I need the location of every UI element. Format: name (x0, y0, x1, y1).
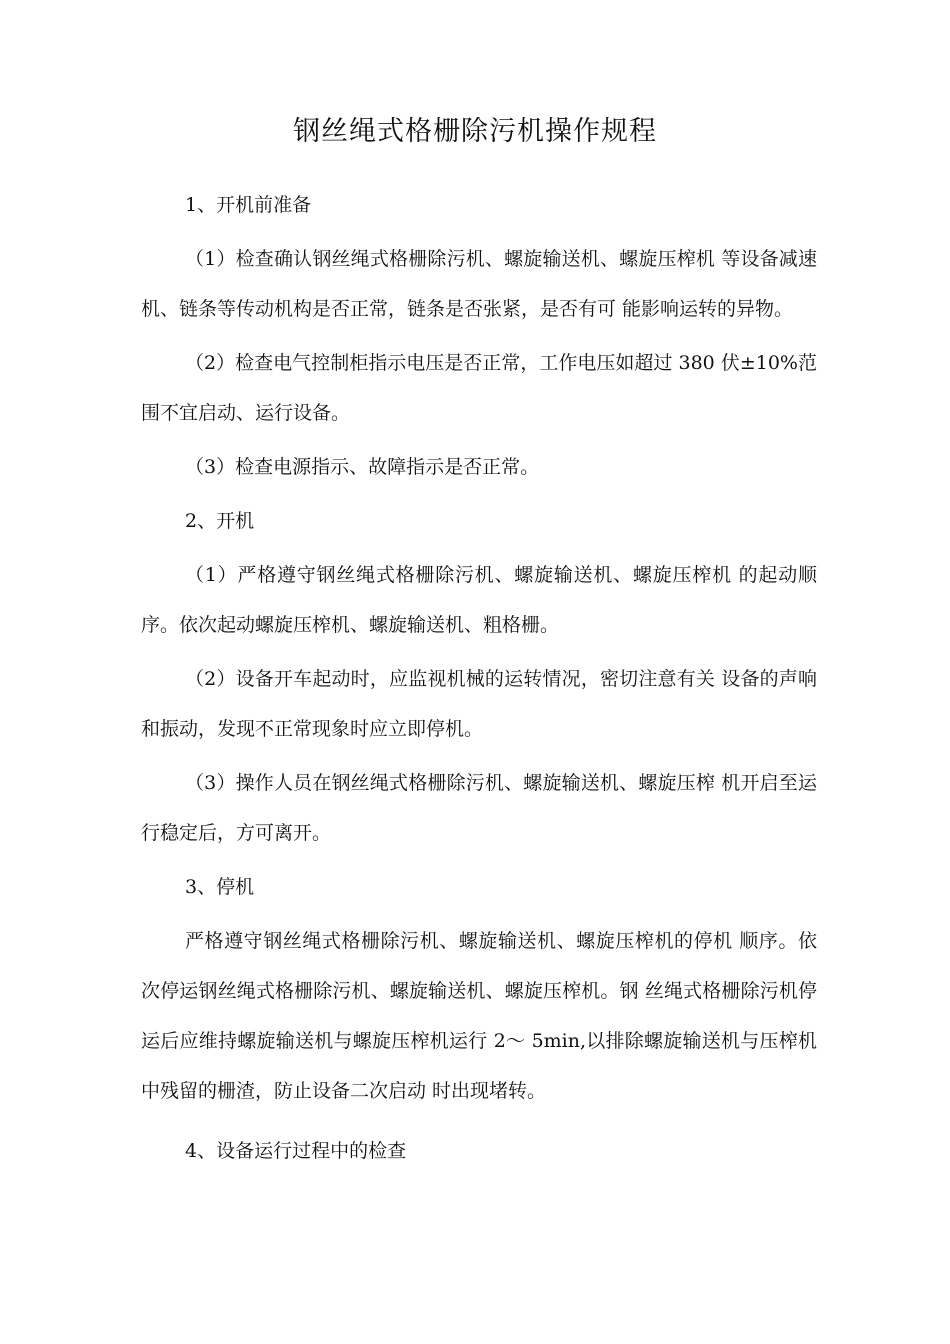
paragraph-start-1: （1）严格遵守钢丝绳式格栅除污机、螺旋输送机、螺旋压榨机 的起动顺序。依次起动螺旋压榨机、螺旋输送机、粗格栅。 (141, 564, 817, 636)
paragraph-start-2: （2）设备开车起动时，应监视机械的运转情况，密切注意有关 设备的声响和振动，发现不正常现象时应立即停机。 (141, 668, 817, 740)
document-body (141, 178, 817, 1180)
document-title: 钢丝绳式格栅除污机操作规程 (293, 116, 657, 147)
paragraph-prestart-1: （1）检查确认钢丝绳式格栅除污机、螺旋输送机、螺旋压榨机 等设备减速机、链条等传动机构是否正常，链条是否张紧，是否有可 能影响运转的异物。 (141, 248, 817, 320)
paragraph-prestart-3: （3）检查电源指示、故障指示是否正常。 (185, 456, 540, 478)
section-heading-inspection: 4、设备运行过程中的检查 (185, 1140, 407, 1162)
paragraph-stop-1: 严格遵守钢丝绳式格栅除污机、螺旋输送机、螺旋压榨机的停机 顺序。依次停运钢丝绳式格栅除污机、螺旋输送机、螺旋压榨机。钢 丝绳式格栅除污机停运后应维持螺旋输送机与螺旋压榨机运行 2〜 5min,以排除螺旋输送机与压榨机中残留的栅渣，防止设备二次启动 时出现堵转。 (141, 930, 817, 1102)
section-heading-stop: 3、停机 (185, 876, 255, 898)
paragraph-prestart-2: （2）检查电气控制柜指示电压是否正常，工作电压如超过 380 伏±10%范围不宜启动、运行设备。 (141, 352, 817, 424)
paragraph-start-3: （3）操作人员在钢丝绳式格栅除污机、螺旋输送机、螺旋压榨 机开启至运行稳定后，方可离开。 (141, 772, 817, 844)
section-heading-prestart: 1、开机前准备 (185, 194, 312, 216)
section-heading-start: 2、开机 (185, 510, 255, 532)
